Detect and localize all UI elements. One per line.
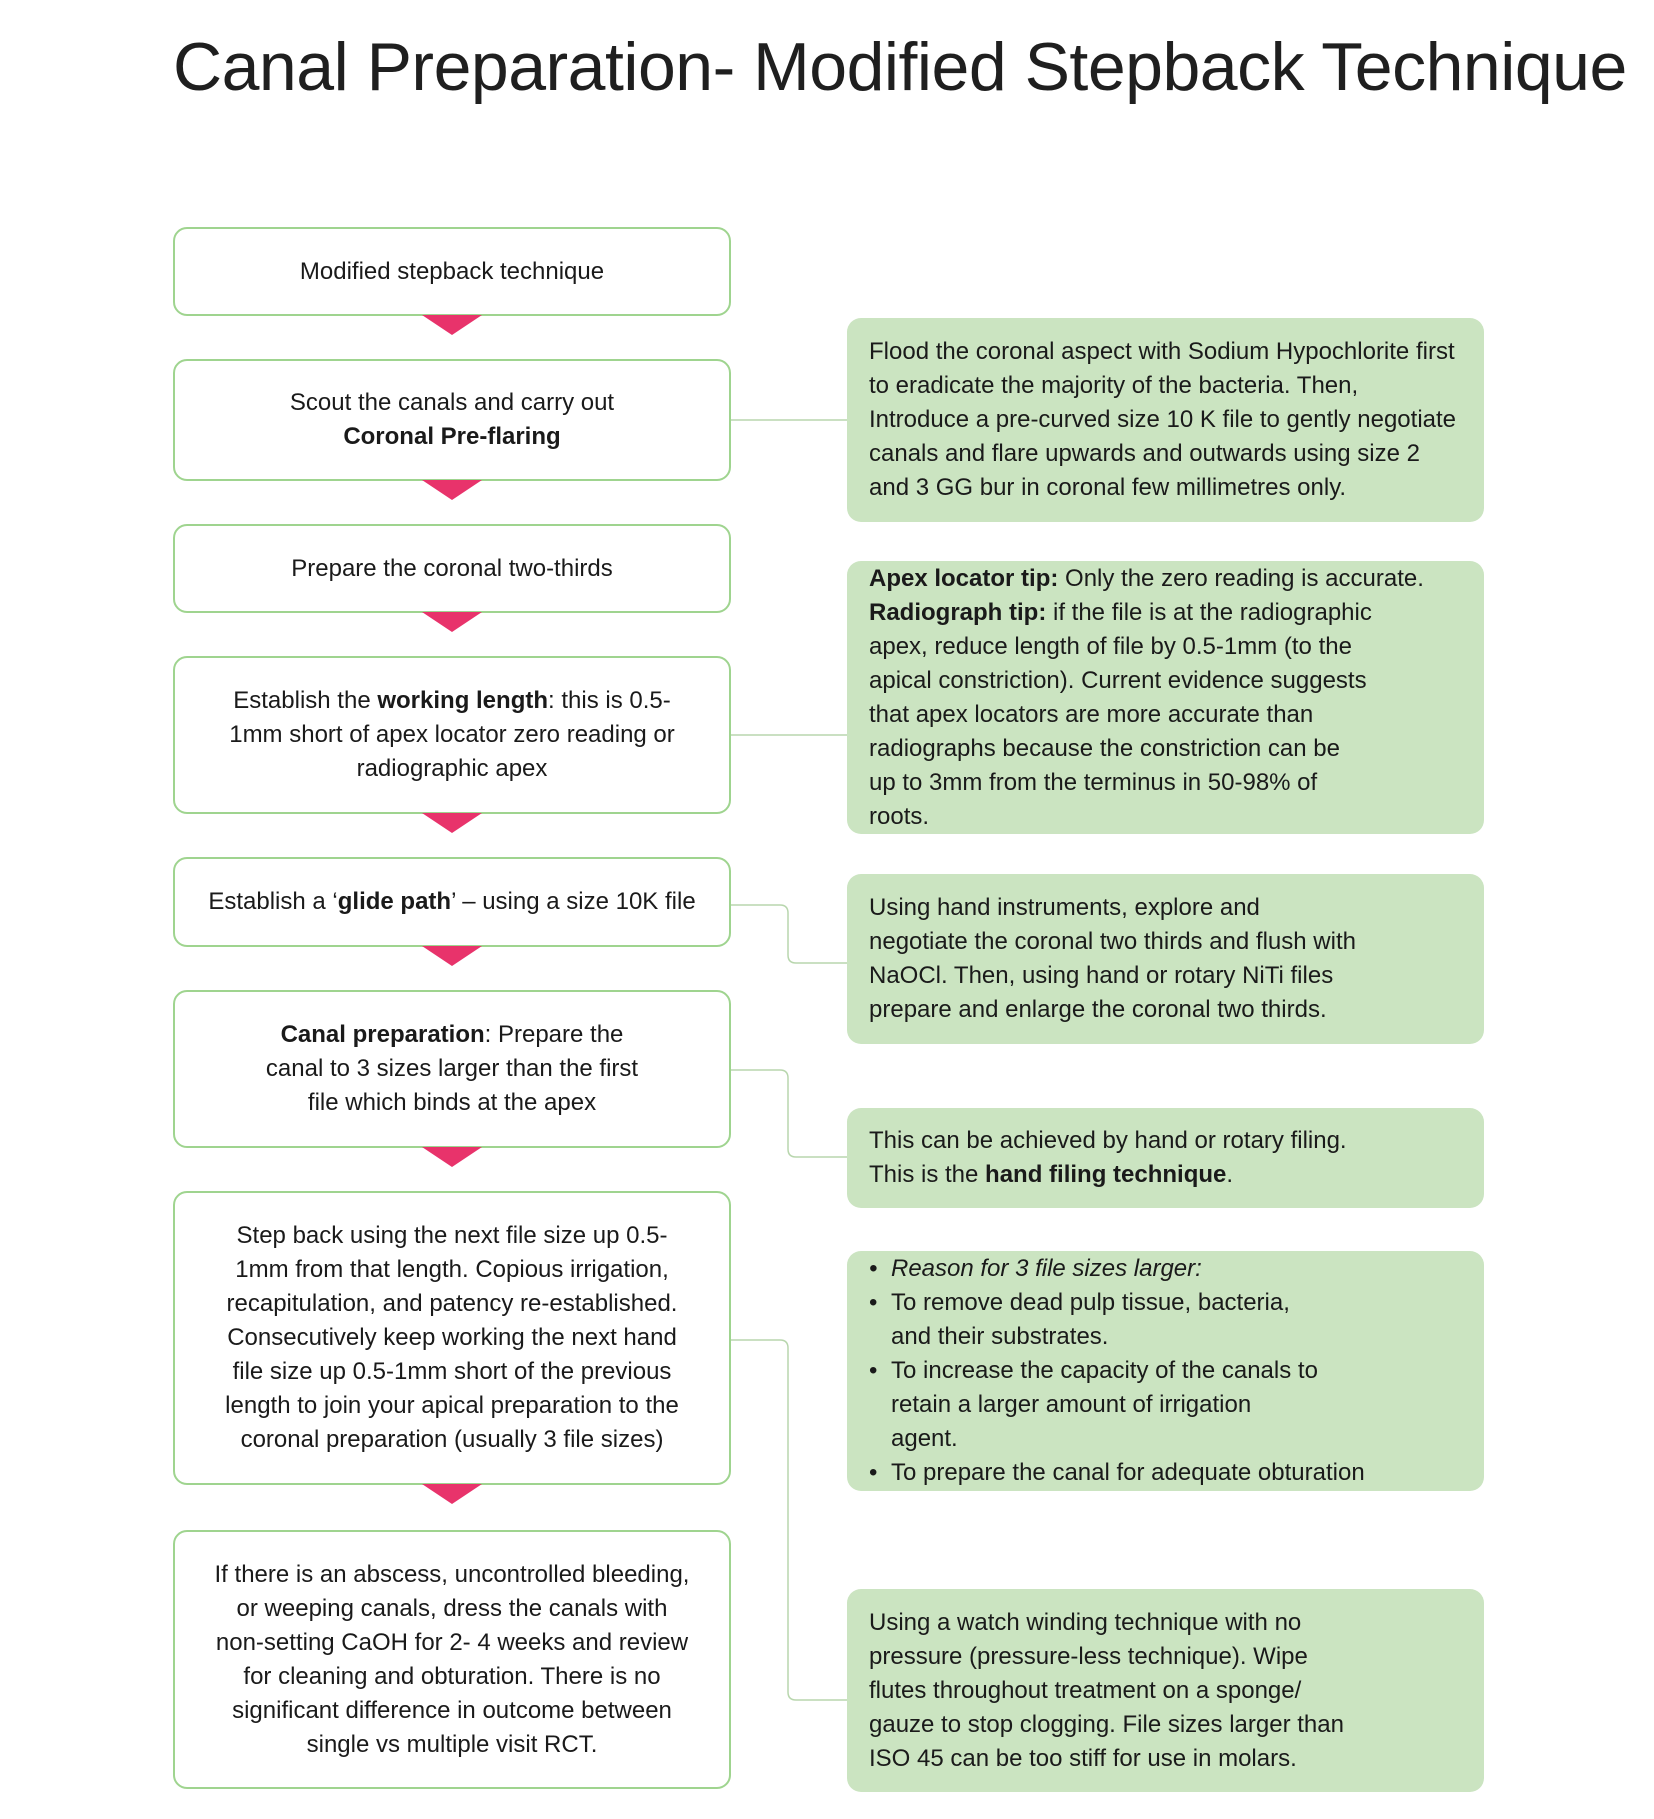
note-5-text <box>869 1252 1462 1490</box>
note-2-bold1: Apex locator tip: <box>869 564 1059 592</box>
step-2-box <box>173 359 731 481</box>
step-2-text <box>290 386 614 454</box>
step-6-bold: Canal preparation <box>280 1021 485 1048</box>
down-arrow-7 <box>422 1484 482 1504</box>
connector-step7-note6 <box>731 1340 847 1700</box>
note-4-post: . <box>1226 1161 1234 1188</box>
step-6-post: : Prepare the canal to 3 sizes larger than the first file which binds at the apex <box>265 1021 639 1116</box>
note-4-text <box>869 1124 1462 1192</box>
step-4-bold: working length <box>377 687 549 714</box>
step-1-box <box>173 227 731 316</box>
note-5-bullet-4: • To prepare the canal for adequate obturation <box>869 1456 1462 1490</box>
step-5-bold: glide path <box>337 888 452 915</box>
note-4-line1: This can be achieved by hand or rotary filing. <box>869 1127 1347 1154</box>
step-5-post: ’ – using a size 10K file <box>451 888 696 915</box>
note-5-box <box>847 1251 1484 1491</box>
note-5-bullet-list <box>869 1252 1462 1490</box>
step-7-text: Step back using the next file size up 0.5-1mm from that length. Copious irrigation, recapitulation, and patency re-established. Consecutively keep working the next hand file size up 0.5-1mm short of the previous length to join your apical preparation to the coronal preparation (usually 3 file sizes) <box>225 1222 679 1453</box>
note-2-bold2: Radiograph tip: <box>869 598 1047 626</box>
step-5-text <box>208 885 695 919</box>
step-5-pre: Establish a ‘ <box>208 888 338 915</box>
note-1-text: Flood the coronal aspect with Sodium Hypochlorite first to eradicate the majority of the bacteria. Then, Introduce a pre-curved size 10 K file to gently negotiate canals and flare upwards and outwards using size 2 and 3 GG bur in coronal few millimetres only. <box>869 338 1457 501</box>
note-4-pre: This is the <box>869 1161 986 1188</box>
down-arrow-2 <box>422 480 482 500</box>
note-1-box <box>847 318 1484 522</box>
down-arrow-3 <box>422 612 482 632</box>
step-4-post: : this is 0.5-1mm short of apex locator zero reading or radiographic apex <box>229 687 675 782</box>
note-5-bullet-1: • Reason for 3 file sizes larger: <box>869 1252 1322 1286</box>
page-title: Canal Preparation- Modified Stepback Technique <box>173 29 1627 105</box>
step-4-box <box>173 656 731 814</box>
note-4-box <box>847 1108 1484 1208</box>
step-2-line1: Scout the canals and carry out <box>289 389 615 416</box>
step-1-text: Modified stepback technique <box>299 257 605 285</box>
step-8-box <box>173 1530 731 1789</box>
step-4-text <box>215 684 689 786</box>
note-2-text2: if the file is at the radiographic apex, reduce length of file by 0.5-1mm (to the apical constriction). Current evidence suggests that apex locators are more accurate than radiographs because the constriction can be up to 3mm from the terminus in 50-98% of roots. <box>869 598 1372 830</box>
note-5-bullet-2: • To remove dead pulp tissue, bacteria, and their substrates. <box>869 1286 1322 1354</box>
connector-step6-note4 <box>731 1070 847 1157</box>
down-arrow-1 <box>422 315 482 335</box>
step-2-bold: Coronal Pre-flaring <box>343 423 561 450</box>
step-6-text <box>260 1018 644 1120</box>
note-2-text <box>869 562 1462 834</box>
note-4-bold: hand filing technique <box>985 1161 1227 1188</box>
step-5-box <box>173 857 731 947</box>
note-2-box <box>847 561 1484 834</box>
step-7-box <box>173 1191 731 1485</box>
down-arrow-5 <box>422 946 482 966</box>
step-8-text: If there is an abscess, uncontrolled bleeding, or weeping canals, dress the canals with non-setting CaOH for 2- 4 weeks and review for cleaning and obturation. There is no significant difference in outcome between single vs multiple visit RCT. <box>214 1560 690 1758</box>
step-3-box <box>173 524 731 613</box>
connector-step5-note3 <box>731 905 847 963</box>
note-4-line2 <box>869 1158 1462 1192</box>
note-6-text: Using a watch winding technique with no pressure (pressure-less technique). Wipe flutes throughout treatment on a sponge/ gauze to stop clogging. File sizes larger than ISO 45 can be too stiff for use in molars. <box>869 1608 1344 1772</box>
note-5-bullet-3: • To increase the capacity of the canals to retain a larger amount of irrigation agent. <box>869 1354 1322 1456</box>
step-3-text: Prepare the coronal two-thirds <box>291 554 613 582</box>
note-2-text1: Only the zero reading is accurate. <box>1058 564 1424 592</box>
step-4-pre: Establish the <box>233 687 378 714</box>
step-6-box <box>173 990 731 1148</box>
note-6-box <box>847 1589 1484 1792</box>
down-arrow-4 <box>422 813 482 833</box>
note-2-line1 <box>869 562 1462 596</box>
note-3-box <box>847 874 1484 1044</box>
down-arrow-6 <box>422 1147 482 1167</box>
note-2-line2 <box>869 596 1462 834</box>
note-3-text: Using hand instruments, explore and negotiate the coronal two thirds and flush with NaOCl. Then, using hand or rotary NiTi files prepare and enlarge the coronal two thirds. <box>869 894 1356 1023</box>
